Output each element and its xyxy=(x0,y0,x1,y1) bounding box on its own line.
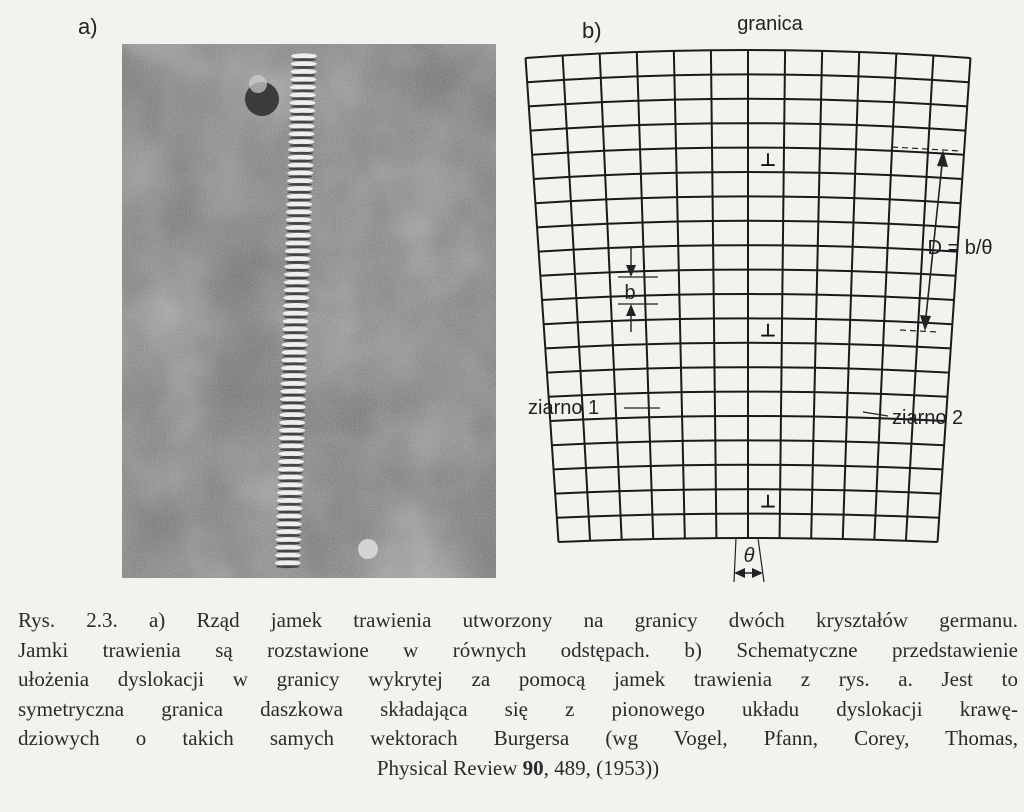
burgers-label: b xyxy=(624,282,636,304)
boundary-schematic xyxy=(520,10,1020,595)
grain-2-label: ziarno 2 xyxy=(892,407,964,429)
lattice-grid xyxy=(526,50,971,542)
dislocation-symbol: ⊥ xyxy=(759,491,777,513)
citation-volume: 90 xyxy=(522,755,544,780)
caption-line: dziowych o takich samych wektorach Burgersa (wg Vogel, Pfann, Corey, Thomas, xyxy=(18,726,1018,750)
dislocation-symbol: ⊥ xyxy=(759,320,777,342)
panel-b-label: b) xyxy=(582,18,602,43)
angle-label: θ xyxy=(743,545,755,567)
grain-1-label: ziarno 1 xyxy=(528,397,600,419)
micrograph-image xyxy=(122,44,496,578)
caption-line: Rys. 2.3. a) Rząd jamek trawienia utworzony na granicy dwóch kryształów germanu. xyxy=(18,608,1018,632)
caption-line-citation xyxy=(18,754,1018,784)
dislocation-symbols xyxy=(760,150,776,513)
dislocation-symbol: ⊥ xyxy=(759,149,777,171)
panel-a-label: a) xyxy=(78,14,98,39)
bright-particle xyxy=(358,539,378,559)
caption-line: symetryczna granica daszkowa składająca się z pionowego układu dyslokacji krawę- xyxy=(18,696,1018,721)
citation-journal: Physical Review xyxy=(376,755,523,780)
spacing-bottom-line xyxy=(900,330,938,332)
boundary-label: granica xyxy=(737,13,803,35)
caption-line: Jamki trawienia są rozstawione w równych odstępach. b) Schematyczne przedstawienie xyxy=(18,637,1018,662)
citation-pages-year: , 489, (1953)) xyxy=(543,755,660,780)
spacing-label: D = b/θ xyxy=(927,237,993,259)
caption-line: ułożenia dyslokacji w granicy wykrytej za pomocą jamek trawienia z rys. a. Jest to xyxy=(18,667,1018,691)
etch-pit-micrograph xyxy=(122,44,496,578)
figure-caption xyxy=(18,606,1018,783)
